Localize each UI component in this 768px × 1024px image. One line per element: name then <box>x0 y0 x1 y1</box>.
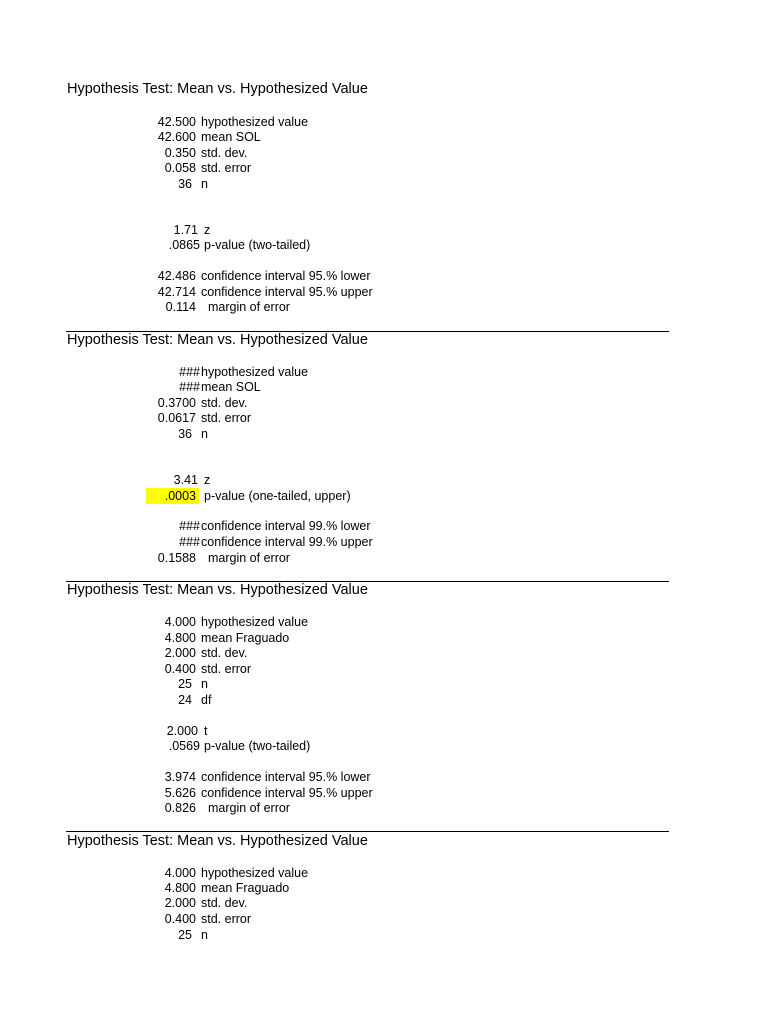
value: 42.600 <box>157 130 196 144</box>
value: .0865 <box>168 238 200 252</box>
value: 4.800 <box>164 631 196 645</box>
section-4-row-mean <box>0 880 768 896</box>
label: hypothesized value <box>201 866 309 880</box>
section-3-row-stderr <box>0 661 768 677</box>
section-3-row-t <box>0 723 768 739</box>
section-4-row-stddev <box>0 895 768 911</box>
value: 0.3700 <box>157 396 196 410</box>
label: std. error <box>201 662 252 676</box>
value: 1.71 <box>173 223 198 237</box>
label: mean Fraguado <box>201 881 290 895</box>
value: 0.350 <box>164 146 196 160</box>
section-1-row-hypothesized <box>0 114 768 130</box>
label: confidence interval 95.% lower <box>201 770 371 784</box>
label: hypothesized value <box>201 365 309 379</box>
label: std. dev. <box>201 646 248 660</box>
label: mean SOL <box>201 130 261 144</box>
label: p-value (one-tailed, upper) <box>204 489 351 503</box>
section-2-row-z <box>0 472 768 488</box>
value: 0.114 <box>165 300 196 314</box>
section-2-row-margin <box>0 550 768 566</box>
value: 36 <box>178 427 192 441</box>
section-1-row-n <box>0 176 768 192</box>
value: 0.400 <box>164 912 196 926</box>
value: .0569 <box>168 739 200 753</box>
value: 2.000 <box>164 646 196 660</box>
label: std. dev. <box>201 896 248 910</box>
label: std. dev. <box>201 146 248 160</box>
section-4-row-n <box>0 927 768 943</box>
label: mean Fraguado <box>201 631 290 645</box>
label: margin of error <box>208 801 290 815</box>
label: df <box>201 693 212 707</box>
label: margin of error <box>208 551 290 565</box>
value: 0.826 <box>164 801 196 815</box>
highlighted-value: .0003 <box>146 488 199 504</box>
section-2-row-ci-upper <box>0 534 768 550</box>
section-3-title: Hypothesis Test: Mean vs. Hypothesized Value <box>67 582 368 598</box>
value: 42.714 <box>157 285 196 299</box>
label: n <box>201 677 208 691</box>
label: n <box>201 177 208 191</box>
label: confidence interval 99.% lower <box>201 519 371 533</box>
label: p-value (two-tailed) <box>204 739 311 753</box>
value: 0.058 <box>164 161 196 175</box>
label: confidence interval 95.% upper <box>201 285 373 299</box>
value: 5.626 <box>164 786 196 800</box>
section-2-row-mean <box>0 379 768 395</box>
section-1-row-stddev <box>0 145 768 161</box>
value: ### <box>179 365 200 379</box>
value: ### <box>179 519 200 533</box>
section-3-row-stddev <box>0 645 768 661</box>
value: 3.974 <box>164 770 196 784</box>
section-3-row-mean <box>0 630 768 646</box>
section-1-row-ci-upper <box>0 284 768 300</box>
value: 4.000 <box>164 615 196 629</box>
section-2-row-stderr <box>0 410 768 426</box>
section-1-title: Hypothesis Test: Mean vs. Hypothesized Value <box>67 81 368 97</box>
label: z <box>204 223 211 237</box>
value: 4.800 <box>164 881 196 895</box>
value: 4.000 <box>164 866 196 880</box>
label: std. error <box>201 161 252 175</box>
section-3-row-pvalue <box>0 738 768 754</box>
value: 0.1588 <box>157 551 196 565</box>
value: 36 <box>178 177 192 191</box>
label: std. error <box>201 912 252 926</box>
value: 0.400 <box>164 662 196 676</box>
value: ### <box>179 380 200 394</box>
label: std. dev. <box>201 396 248 410</box>
section-3-row-hypothesized <box>0 614 768 630</box>
value: 24 <box>178 693 192 707</box>
section-2-row-n <box>0 426 768 442</box>
label: confidence interval 95.% upper <box>201 786 373 800</box>
label: confidence interval 99.% upper <box>201 535 373 549</box>
section-3-row-ci-upper <box>0 785 768 801</box>
section-2-title: Hypothesis Test: Mean vs. Hypothesized Value <box>67 332 368 348</box>
value: 42.500 <box>157 115 196 129</box>
label: std. error <box>201 411 252 425</box>
section-3-row-ci-lower <box>0 769 768 785</box>
section-1-row-stderr <box>0 160 768 176</box>
value: 2.000 <box>164 896 196 910</box>
section-4-row-stderr <box>0 911 768 927</box>
section-2-row-hypothesized <box>0 364 768 380</box>
label: margin of error <box>208 300 290 314</box>
value: ### <box>179 535 200 549</box>
section-1-row-mean <box>0 129 768 145</box>
section-3-row-margin <box>0 800 768 816</box>
value: 2.000 <box>166 724 198 738</box>
section-2-row-ci-lower <box>0 518 768 534</box>
section-3-row-n <box>0 676 768 692</box>
section-1-row-z <box>0 222 768 238</box>
value: 25 <box>178 677 192 691</box>
label: n <box>201 427 208 441</box>
section-3-row-df <box>0 692 768 708</box>
value: 25 <box>178 928 192 942</box>
section-1-row-margin <box>0 299 768 315</box>
value: 3.41 <box>173 473 198 487</box>
section-2-row-pvalue <box>0 488 768 504</box>
value: 42.486 <box>157 269 196 283</box>
label: confidence interval 95.% lower <box>201 269 371 283</box>
label: z <box>204 473 211 487</box>
label: t <box>204 724 208 738</box>
label: n <box>201 928 208 942</box>
section-1-row-ci-lower <box>0 268 768 284</box>
label: mean SOL <box>201 380 261 394</box>
section-4-title: Hypothesis Test: Mean vs. Hypothesized Value <box>67 833 368 849</box>
section-2-row-stddev <box>0 395 768 411</box>
label: hypothesized value <box>201 615 309 629</box>
section-4-row-hypothesized <box>0 865 768 881</box>
label: hypothesized value <box>201 115 309 129</box>
section-1-row-pvalue <box>0 237 768 253</box>
label: p-value (two-tailed) <box>204 238 311 252</box>
value: 0.0617 <box>157 411 196 425</box>
